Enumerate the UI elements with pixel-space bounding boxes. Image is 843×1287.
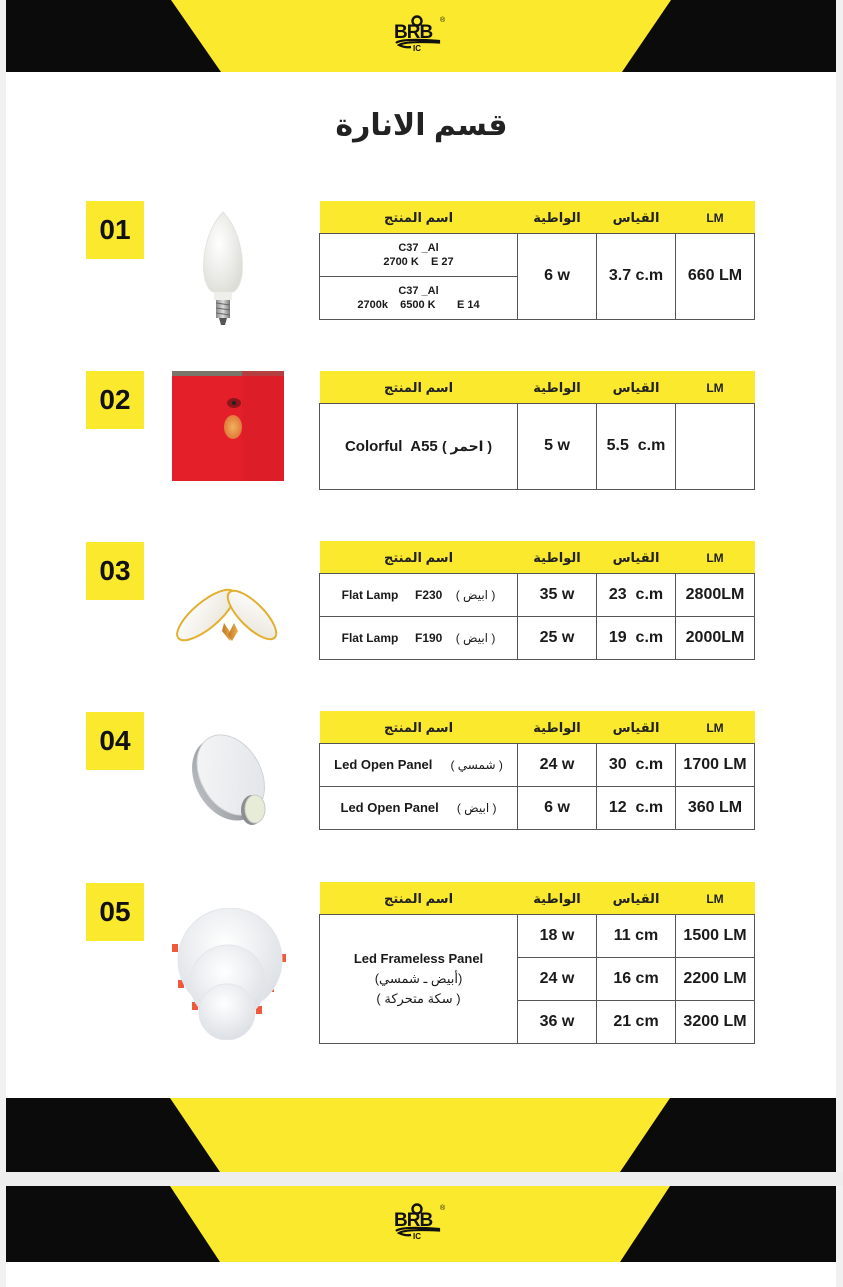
column-header-wattage: الواطية [518, 541, 597, 573]
column-header-size: القياس [597, 711, 676, 743]
column-header-name: اسم المنتج [320, 882, 518, 914]
brb-logo-icon [391, 1202, 449, 1242]
column-header-wattage: الواطية [518, 882, 597, 914]
wattage-cell: 36 w [518, 1000, 597, 1043]
wattage-cell: 5 w [518, 403, 597, 489]
svg-text:®: ® [440, 1205, 446, 1212]
table-row [320, 914, 755, 957]
product-name-cell: Led Frameless Panel (أبيض ـ شمسي) ( سكة متحركة ) [320, 914, 518, 1043]
page-title: قسم الانارة [335, 109, 508, 142]
size-cell: 11 cm [597, 914, 676, 957]
wattage-cell: 24 w [518, 957, 597, 1000]
product-number-badge: 01 [86, 201, 144, 259]
wattage-cell: 35 w [518, 573, 597, 616]
wattage-cell: 18 w [518, 914, 597, 957]
size-cell: 30 c.m [597, 743, 676, 786]
lumen-cell [676, 403, 755, 489]
table-row [320, 616, 755, 659]
column-header-size: القياس [597, 541, 676, 573]
brand-logo [391, 14, 449, 54]
column-header-size: القياس [597, 201, 676, 233]
svg-text:IC: IC [413, 1232, 421, 1241]
column-header-size: القياس [597, 371, 676, 403]
size-cell: 16 cm [597, 957, 676, 1000]
size-cell: 12 c.m [597, 786, 676, 829]
lumen-cell: 660 LM [676, 233, 755, 319]
table-row [320, 403, 755, 489]
column-header-lumen: LM [676, 882, 755, 914]
column-header-wattage: الواطية [518, 371, 597, 403]
table-header-row [320, 371, 755, 403]
product-name-cell: Colorful A55 ( احمر ) [320, 403, 518, 489]
product-name-cell: Led Open Panel ( شمسي ) [320, 743, 518, 786]
wattage-cell: 6 w [518, 233, 597, 319]
svg-text:BRB: BRB [394, 22, 433, 43]
product-spec-table [319, 541, 755, 660]
column-header-lumen: LM [676, 541, 755, 573]
column-header-wattage: الواطية [518, 711, 597, 743]
table-row [320, 573, 755, 616]
product-spec-table [319, 882, 755, 1044]
table-header-row [320, 201, 755, 233]
column-header-name: اسم المنتج [320, 201, 518, 233]
lumen-cell: 1700 LM [676, 743, 755, 786]
product-number-badge: 02 [86, 371, 144, 429]
table-header-row [320, 882, 755, 914]
product-name-cell: Flat Lamp F190 ( ابيض ) [320, 616, 518, 659]
table-row [320, 743, 755, 786]
product-name-cell: Flat Lamp F230 ( ابيض ) [320, 573, 518, 616]
table-row [320, 786, 755, 829]
led-frameless-panel-image [170, 908, 288, 1045]
lumen-cell: 2200 LM [676, 957, 755, 1000]
product-spec-table [319, 371, 755, 490]
yellow-trapezoid [6, 1098, 836, 1172]
footer-band-upper [6, 1098, 836, 1172]
led-open-panel-image [184, 728, 274, 837]
product-name-cell: Led Open Panel ( ابيض ) [320, 786, 518, 829]
page-separator [0, 1172, 843, 1186]
product-spec-table [319, 711, 755, 830]
column-header-name: اسم المنتج [320, 711, 518, 743]
column-header-lumen: LM [676, 711, 755, 743]
column-header-size: القياس [597, 882, 676, 914]
product-number-badge: 04 [86, 712, 144, 770]
brb-logo-icon [391, 14, 449, 54]
product-number-badge: 03 [86, 542, 144, 600]
lumen-cell: 3200 LM [676, 1000, 755, 1043]
flat-lamp-image [172, 575, 284, 652]
column-header-wattage: الواطية [518, 201, 597, 233]
brand-logo [391, 1202, 449, 1242]
table-header-row [320, 541, 755, 573]
svg-text:IC: IC [413, 44, 421, 53]
lumen-cell: 1500 LM [676, 914, 755, 957]
lumen-cell: 360 LM [676, 786, 755, 829]
product-name-cell: C37 _Al 2700 K E 27 [320, 233, 518, 276]
product-spec-table [319, 201, 755, 320]
table-row [320, 233, 755, 276]
product-name-cell: C37 _Al 2700k 6500 K E 14 [320, 276, 518, 319]
lumen-cell: 2000LM [676, 616, 755, 659]
svg-text:®: ® [440, 17, 446, 24]
wattage-cell: 6 w [518, 786, 597, 829]
table-header-row [320, 711, 755, 743]
wattage-cell: 25 w [518, 616, 597, 659]
size-cell: 21 cm [597, 1000, 676, 1043]
size-cell: 3.7 c.m [597, 233, 676, 319]
wattage-cell: 24 w [518, 743, 597, 786]
column-header-name: اسم المنتج [320, 541, 518, 573]
size-cell: 23 c.m [597, 573, 676, 616]
svg-text:BRB: BRB [394, 1210, 433, 1231]
product-number-badge: 05 [86, 883, 144, 941]
red-bulb-image [172, 371, 284, 486]
size-cell: 5.5 c.m [597, 403, 676, 489]
column-header-lumen: LM [676, 371, 755, 403]
candle-bulb-image [198, 208, 248, 335]
size-cell: 19 c.m [597, 616, 676, 659]
lumen-cell: 2800LM [676, 573, 755, 616]
column-header-name: اسم المنتج [320, 371, 518, 403]
column-header-lumen: LM [676, 201, 755, 233]
